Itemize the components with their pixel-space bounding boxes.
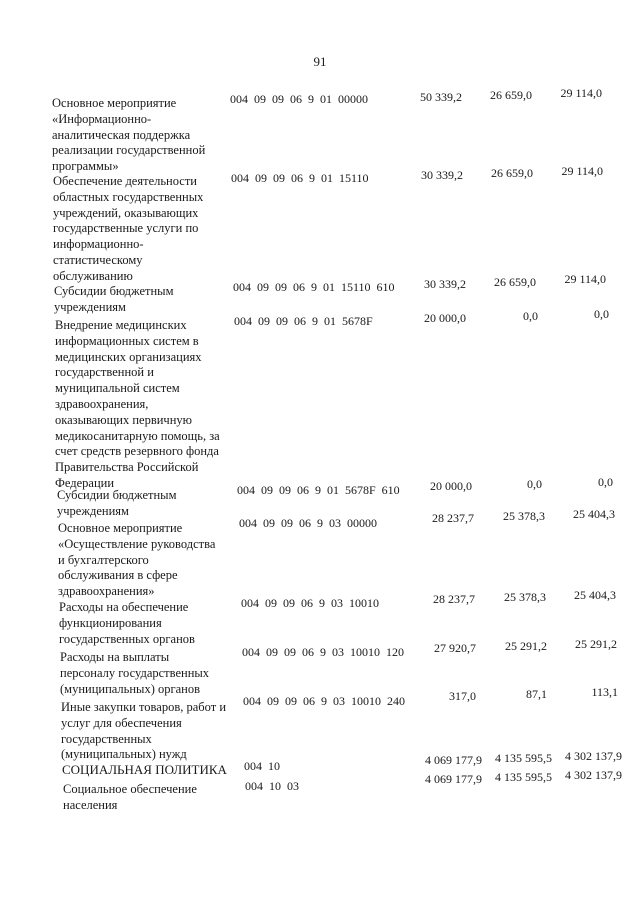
row-code: 004 09 09 06 9 03 00000 [239,516,377,530]
row-value-3: 4 302 137,9 [565,749,622,763]
row-value-3: 0,0 [598,475,613,489]
row-name: Основное мероприятие «Осуществление руководства и бухгалтерского обслуживания в сфере здравоохранения» [58,521,216,599]
row-value-2: 0,0 [523,309,538,323]
row-value-3: 25 404,3 [574,588,616,602]
row-value-1: 50 339,2 [420,90,462,104]
row-name: Субсидии бюджетным учреждениям [57,488,177,518]
row-value-3: 29 114,0 [560,86,602,100]
row-value-2: 26 659,0 [494,275,536,289]
row-value-3: 0,0 [594,307,609,321]
row-name: Иные закупки товаров, работ и услуг для обеспечения государственных (муниципальных) нужд [61,700,227,762]
row-value-3: 4 302 137,9 [565,768,622,782]
row-value-2: 25 291,2 [505,639,547,653]
row-code: 004 09 09 06 9 01 5678F [234,314,373,328]
row-value-2: 4 135 595,5 [495,751,552,765]
row-code: 004 09 09 06 9 03 10010 [241,596,379,610]
row-value-2: 26 659,0 [490,88,532,102]
row-name: Расходы на обеспечение функционирования государственных органов [59,600,195,646]
row-value-1: 30 339,2 [424,277,466,291]
row-code: 004 10 03 [245,779,299,793]
row-name: Расходы на выплаты персоналу государственных (муниципальных) органов [60,650,210,696]
row-value-2: 26 659,0 [491,166,533,180]
row-value-1: 4 069 177,9 [425,772,482,786]
row-value-1: 4 069 177,9 [425,753,482,767]
row-code: 004 09 09 06 9 01 00000 [230,92,368,106]
row-value-1: 28 237,7 [433,592,475,606]
row-value-1: 27 920,7 [434,641,476,655]
row-value-2: 4 135 595,5 [495,770,552,784]
row-value-1: 30 339,2 [421,168,463,182]
row-name: Обеспечение деятельности областных государственных учреждений, оказывающих государственные услуги по информационно-статистическому обслуживанию [53,174,204,283]
row-value-1: 317,0 [449,689,476,703]
row-value-1: 28 237,7 [432,511,474,525]
page-number: 91 [313,54,327,69]
row-value-3: 29 114,0 [561,164,603,178]
row-value-2: 25 378,3 [504,590,546,604]
row-value-1: 20 000,0 [430,479,472,493]
row-value-2: 0,0 [527,477,542,491]
row-code: 004 09 09 06 9 03 10010 240 [243,694,405,708]
row-name: Внедрение медицинских информационных систем в медицинских организациях государственной и муниципальной систем здравоохранения, оказывающих первичную медикосанитарную помощь, за счет средств резервного фонда Правительства Российской Федерации [55,318,220,490]
row-code: 004 09 09 06 9 03 10010 120 [242,645,404,659]
row-name: Субсидии бюджетным учреждениям [54,284,174,314]
row-code: 004 09 09 06 9 01 5678F 610 [237,483,400,497]
row-name: СОЦИАЛЬНАЯ ПОЛИТИКА [62,762,227,777]
row-value-3: 25 404,3 [573,507,615,521]
row-value-3: 113,1 [591,685,618,699]
row-code: 004 09 09 06 9 01 15110 [231,171,369,185]
row-name: Социальное обеспечение населения [63,782,197,812]
row-value-3: 25 291,2 [575,637,617,651]
row-value-1: 20 000,0 [424,311,466,325]
row-name: Основное мероприятие «Информационно-аналитическая поддержка реализации государственной программы» [52,96,206,174]
row-value-3: 29 114,0 [564,272,606,286]
row-value-2: 25 378,3 [503,509,545,523]
row-value-2: 87,1 [526,687,547,701]
row-code: 004 09 09 06 9 01 15110 610 [233,280,395,294]
row-code: 004 10 [244,759,280,773]
